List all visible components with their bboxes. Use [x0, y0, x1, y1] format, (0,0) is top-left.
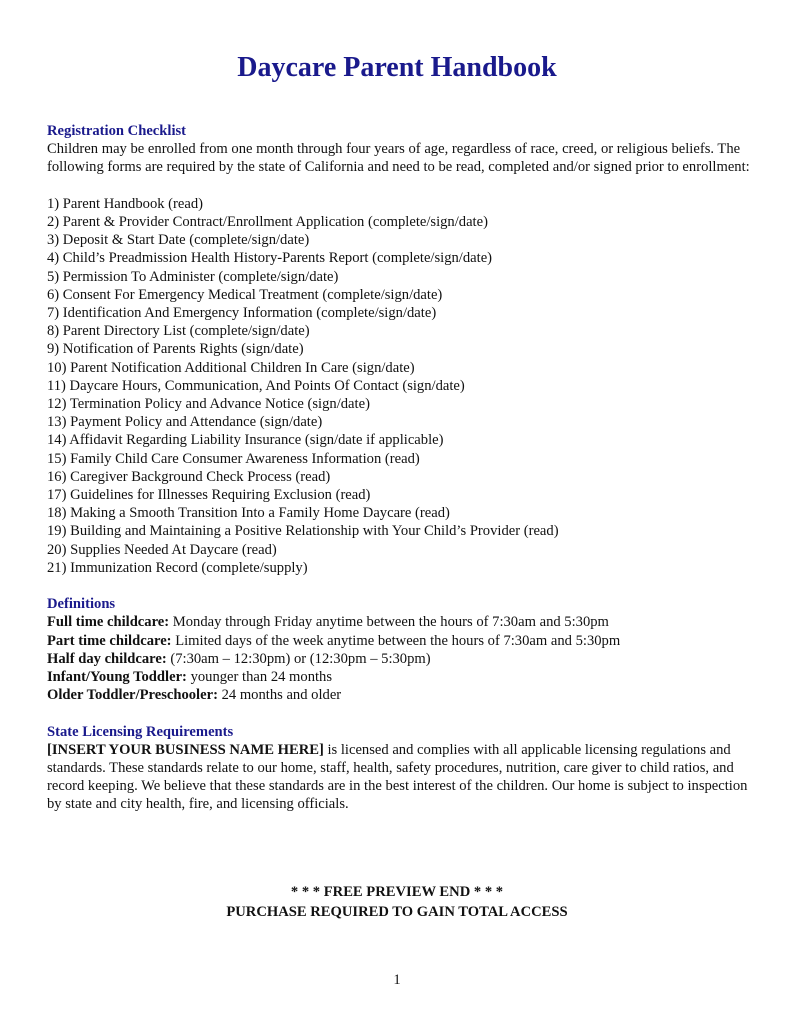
checklist-item: 20) Supplies Needed At Daycare (read) [47, 541, 277, 558]
definition-term: Full time childcare: [47, 614, 170, 631]
registration-intro: Children may be enrolled from one month through four years of age, regardless of race, creed, or religious beliefs. The following forms are required by the state of California and need to be read, completed and/or signed prior to enrollment: [47, 141, 750, 176]
checklist-item: 2) Parent & Provider Contract/Enrollment Application (complete/sign/date) [47, 214, 488, 230]
purchase-required-line: PURCHASE REQUIRED TO GAIN TOTAL ACCESS [226, 904, 568, 920]
definition-row [47, 632, 757, 650]
definition-desc: Limited days of the week anytime between the hours of 7:30am and 5:30pm [171, 632, 621, 649]
licensing-text: is licensed and complies with all applicable licensing regulations and standards. These standards relate to our home, staff, health, safety procedures, nutrition, care giver to child ratios, and record keeping. We believe that these standards are in the best interest of the children. Our home is subject to inspection by state and city health, fire, and licensing officials. [47, 741, 748, 813]
checklist-item: 4) Child’s Preadmission Health History-Parents Report (complete/sign/date) [47, 250, 493, 267]
definition-desc: (7:30am – 12:30pm) or (12:30pm – 5:30pm) [166, 650, 431, 667]
definition-desc: 24 months and older [217, 687, 342, 704]
checklist-item: 6) Consent For Emergency Medical Treatment (complete/sign/date) [47, 286, 443, 303]
preview-notice [0, 882, 794, 922]
definition-term: Infant/Young Toddler: [47, 669, 187, 686]
definitions-heading: Definitions [47, 596, 116, 613]
registration-heading: Registration Checklist [47, 123, 187, 139]
checklist-item: 3) Deposit & Start Date (complete/sign/date) [47, 232, 310, 249]
definition-desc: younger than 24 months [186, 669, 333, 686]
checklist-item: 19) Building and Maintaining a Positive Relationship with Your Child’s Provider (read) [47, 523, 559, 540]
document-body [47, 122, 757, 814]
definition-desc: Monday through Friday anytime between the hours of 7:30am and 5:30pm [169, 614, 609, 631]
checklist-item: 14) Affidavit Regarding Liability Insurance (sign/date if applicable) [47, 432, 444, 449]
definition-row [47, 686, 757, 704]
definition-term: Half day childcare: [47, 650, 167, 667]
checklist-item: 18) Making a Smooth Transition Into a Family Home Daycare (read) [47, 505, 450, 522]
checklist-item: 21) Immunization Record (complete/supply) [47, 559, 308, 576]
checklist-item: 16) Caregiver Background Check Process (read) [47, 468, 331, 485]
page-title: Daycare Parent Handbook [237, 52, 557, 83]
spacer [47, 577, 757, 595]
definition-row [47, 613, 757, 631]
preview-end-line: * * * FREE PREVIEW END * * * [290, 884, 504, 900]
checklist-item: 12) Termination Policy and Advance Notice (sign/date) [47, 396, 370, 413]
page-number: 1 [393, 972, 401, 988]
checklist-item: 1) Parent Handbook (read) [47, 195, 204, 212]
checklist-item: 9) Notification of Parents Rights (sign/date) [47, 341, 304, 358]
licensing-heading: State Licensing Requirements [47, 723, 234, 740]
checklist-item: 8) Parent Directory List (complete/sign/date) [47, 323, 310, 340]
checklist-item: 11) Daycare Hours, Communication, And Points Of Contact (sign/date) [47, 377, 465, 394]
checklist-item: 5) Permission To Administer (complete/sign/date) [47, 268, 339, 285]
checklist-item: 10) Parent Notification Additional Children In Care (sign/date) [47, 359, 415, 376]
checklist-item: 7) Identification And Emergency Information (complete/sign/date) [47, 305, 437, 322]
checklist-item: 15) Family Child Care Consumer Awareness Information (read) [47, 450, 420, 467]
business-name-placeholder: [INSERT YOUR BUSINESS NAME HERE] [47, 741, 324, 758]
definition-row [47, 650, 757, 668]
spacer [47, 177, 757, 195]
definition-term: Older Toddler/Preschooler: [47, 687, 218, 704]
licensing-paragraph [47, 741, 757, 814]
definition-row [47, 668, 757, 686]
spacer [47, 704, 757, 722]
checklist-item: 13) Payment Policy and Attendance (sign/date) [47, 414, 323, 431]
registration-checklist [47, 195, 757, 577]
checklist-item: 17) Guidelines for Illnesses Requiring Exclusion (read) [47, 487, 371, 504]
definition-term: Part time childcare: [47, 632, 172, 649]
